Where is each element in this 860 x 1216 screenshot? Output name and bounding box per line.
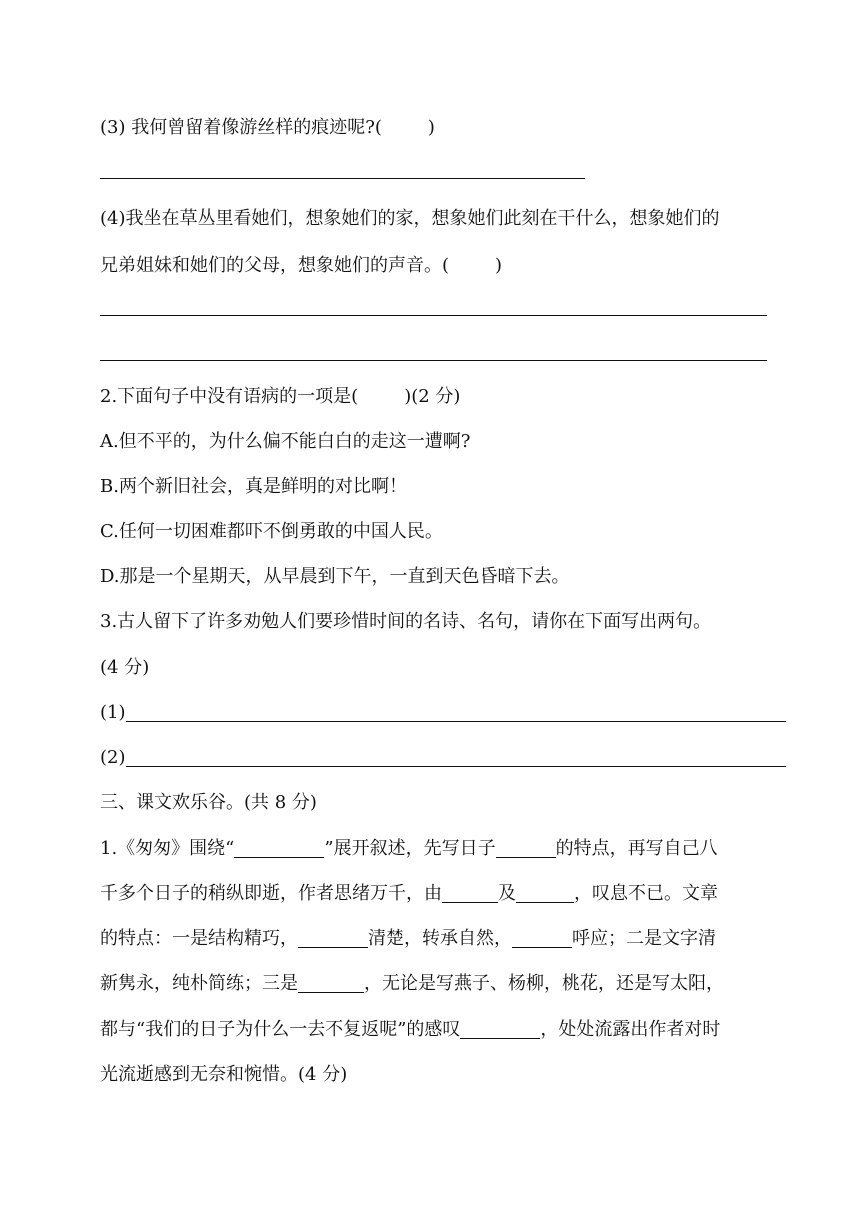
question-2 [100,385,460,409]
fill-blank-1[interactable] [234,837,324,858]
fill-text: ，处处流露出作者对时 [540,1019,721,1040]
question-2-score: )(2 分) [404,386,461,407]
fill-para-line3 [100,927,716,951]
fill-text: 都与“我们的日子为什么一去不复返呢”的感叹 [100,1019,461,1040]
fill-text: 千多个日子的稍纵即逝，作者思绪万千，由 [100,883,442,904]
question-1-3 [100,116,435,140]
question-3-item-1 [100,701,786,725]
fill-para-line1 [100,837,718,861]
section-3-heading: 三、课文欢乐谷。(共 8 分) [100,792,317,813]
question-1-3-close: ) [427,117,435,138]
fill-blank-2[interactable] [496,837,556,858]
fill-blank-4[interactable] [516,882,574,903]
answer-line-3-2[interactable] [126,746,786,767]
question-1-4-text: 兄弟姐妹和她们的父母，想象她们的声音。( [100,255,450,276]
fill-text: 1.《匆匆》围绕“ [100,838,235,859]
option-c: C.任何一切困难都吓不倒勇敢的中国人民。 [100,521,443,542]
fill-blank-3[interactable] [442,882,498,903]
question-1-4-line1: (4)我坐在草丛里看她们，想象她们的家，想象她们此刻在干什么，想象她们的 [100,208,720,229]
answer-line-1-3[interactable] [100,178,585,179]
fill-blank-8[interactable] [460,1018,540,1039]
option-b: B.两个新旧社会，真是鲜明的对比啊！ [100,476,407,497]
fill-text: 清楚，转承自然， [368,928,512,949]
question-3-score: (4 分) [100,657,150,678]
answer-line-1-4a[interactable] [100,315,767,316]
question-2-text: 2.下面句子中没有语病的一项是( [100,386,359,407]
fill-text: 的特点：一是结构精巧， [100,928,298,949]
fill-text: ”展开叙述，先写日子 [324,838,496,859]
question-3-line1: 3.古人留下了许多劝勉人们要珍惜时间的名诗、名句，请你在下面写出两句。 [100,611,712,632]
fill-text: ，叹息不已。文章 [574,883,718,904]
fill-blank-6[interactable] [512,927,572,948]
fill-para-line4 [100,972,724,996]
option-d: D.那是一个星期天，从早晨到下午，一直到天色昏暗下去。 [100,566,570,587]
fill-para-line6: 光流逝感到无奈和惋惜。(4 分) [100,1064,348,1085]
fill-para-line5 [100,1018,720,1042]
fill-text: 新隽永，纯朴简练；三是 [100,973,298,994]
question-1-4-line2 [100,254,502,278]
item-1-label: (1) [100,702,126,723]
question-1-4-close: ) [495,255,503,276]
question-3-item-2 [100,746,786,770]
fill-para-line2 [100,882,718,906]
fill-text: ，无论是写燕子、杨柳，桃花，还是写太阳， [364,973,724,994]
fill-text: 呼应；二是文字清 [572,928,716,949]
fill-text: 的特点，再写自己八 [555,838,718,859]
item-2-label: (2) [100,747,126,768]
fill-text: 及 [498,883,516,904]
answer-line-1-4b[interactable] [100,360,767,361]
fill-blank-7[interactable] [298,972,364,993]
question-1-3-text: (3) 我何曾留着像游丝样的痕迹呢?( [100,117,382,138]
answer-line-3-1[interactable] [126,701,786,722]
option-a: A.但不平的，为什么偏不能白白的走这一遭啊? [100,431,471,452]
fill-blank-5[interactable] [298,927,368,948]
